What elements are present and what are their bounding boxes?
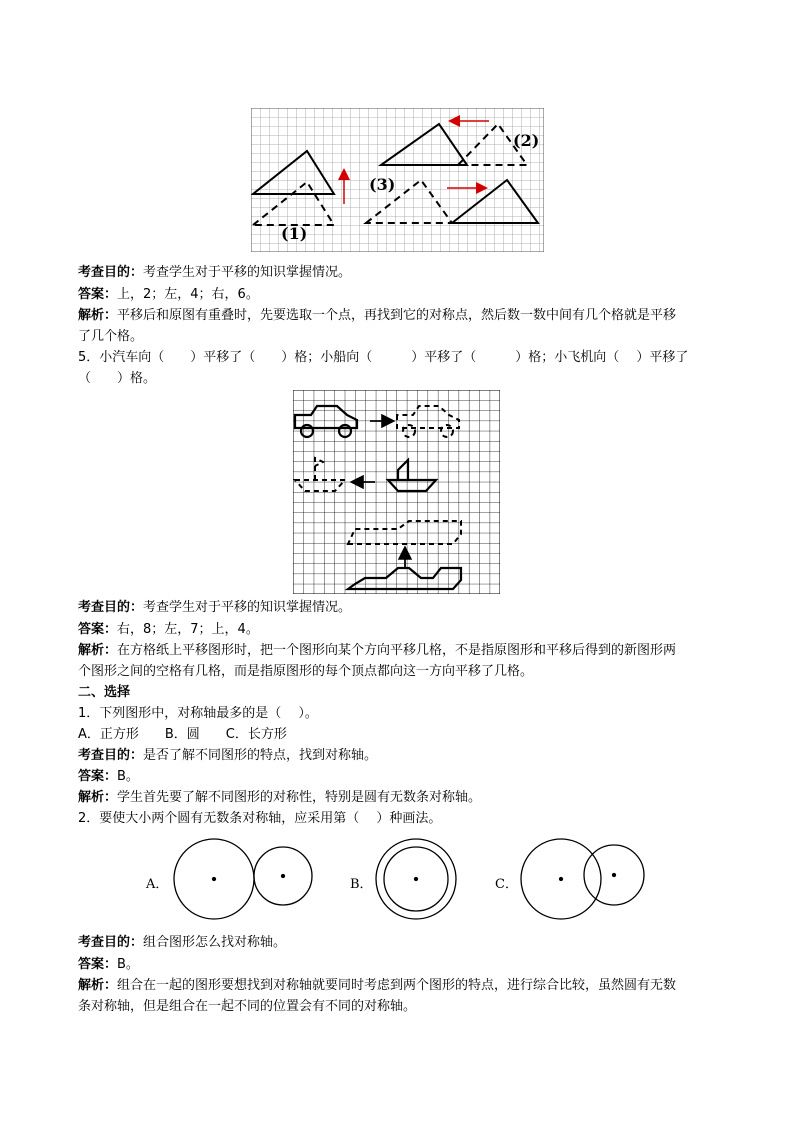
c1-answer: 答案：B。 bbox=[78, 769, 139, 784]
translation-grid-figure-2 bbox=[293, 390, 500, 594]
option-b-label: B． bbox=[350, 877, 373, 892]
c1-options: A．正方形 B．圆 C．长方形 bbox=[78, 727, 287, 742]
figure-label-1: (1) bbox=[281, 224, 308, 243]
c1-purpose: 考查目的：是否了解不同图形的特点，找到对称轴。 bbox=[78, 748, 378, 763]
c2-answer: 答案：B。 bbox=[78, 957, 139, 972]
q4-analysis-2: 了几个格。 bbox=[78, 329, 144, 344]
q5-purpose: 考查目的：考查学生对于平移的知识掌握情况。 bbox=[78, 600, 352, 615]
c2-question: 2．要使大小两个圆有无数条对称轴，应采用第（ ）种画法。 bbox=[78, 811, 442, 826]
q5-analysis-2: 个图形之间的空格有几格，而是指原图形的每个顶点都向这一方向平移了几格。 bbox=[78, 664, 534, 679]
q5-answer: 答案：右，8；左，7；上，4。 bbox=[78, 622, 259, 637]
figure-label-3: (3) bbox=[369, 175, 396, 194]
c2-purpose: 考查目的：组合图形怎么找对称轴。 bbox=[78, 935, 287, 950]
option-c-label: C． bbox=[495, 877, 518, 892]
c2-analysis-2: 条对称轴，但是组合在一起不同的位置会有不同的对称轴。 bbox=[78, 999, 417, 1014]
q4-analysis-1: 解析：平移后和原图有重叠时，先要选取一个点，再找到它的对称点，然后数一数中间有几个格就是平移 bbox=[78, 308, 677, 323]
option-a-label: A． bbox=[146, 877, 169, 892]
q5-question-1: 5．小汽车向（ ）平移了（ ）格；小船向（ ）平移了（ ）格；小飞机向（ ）平移了 bbox=[78, 350, 689, 365]
q5-analysis-1: 解析：在方格纸上平移图形时，把一个图形向某个方向平移几格，不是指原图形和平移后得到的新图形两 bbox=[78, 643, 677, 658]
q4-answer: 答案：上，2；左，4；右，6。 bbox=[78, 287, 259, 302]
c2-analysis-1: 解析：组合在一起的图形要想找到对称轴就要同时考虑到两个图形的特点，进行综合比较，虽然圆有无数 bbox=[78, 978, 677, 993]
q4-purpose: 考查目的：考查学生对于平移的知识掌握情况。 bbox=[78, 265, 352, 280]
translation-grid-figure-1 bbox=[251, 108, 544, 252]
c1-analysis: 解析：学生首先要了解不同图形的对称性，特别是圆有无数条对称轴。 bbox=[78, 790, 482, 805]
section-title-choice: 二、选择 bbox=[78, 685, 131, 700]
c1-question: 1．下列图形中，对称轴最多的是（ ）。 bbox=[78, 706, 318, 721]
figure-label-2: (2) bbox=[513, 131, 540, 150]
circles-figure bbox=[140, 833, 650, 933]
q5-question-2: （ ）格。 bbox=[78, 371, 157, 386]
